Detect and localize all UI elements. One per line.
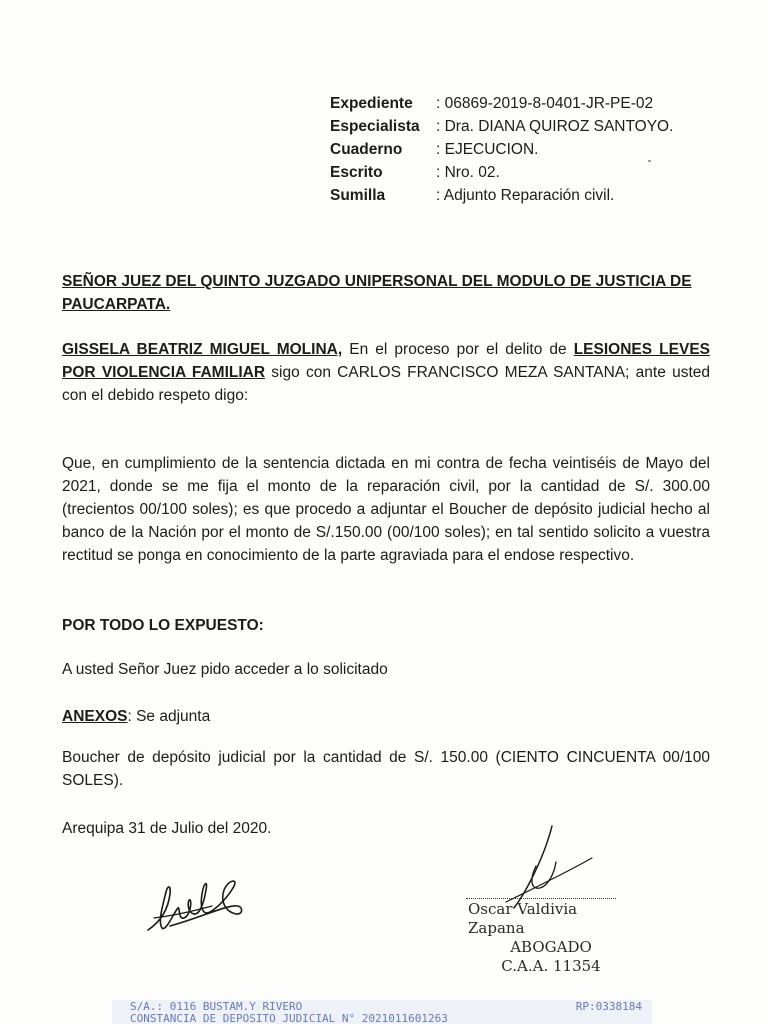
- header-row-escrito: [330, 161, 673, 184]
- sumilla-label: Sumilla: [330, 187, 386, 204]
- addressee-heading: SEÑOR JUEZ DEL QUINTO JUZGADO UNIPERSONAL DEL MODULO DE JUSTICIA DE PAUCARPATA.: [62, 273, 692, 313]
- deposit-receipt-strip: [112, 1000, 652, 1024]
- lawyer-stamp: [466, 900, 636, 976]
- intro-paragraph: [62, 338, 710, 407]
- expuesto-heading: POR TODO LO EXPUESTO:: [62, 617, 264, 634]
- lawyer-registration: C.A.A. 11354: [501, 957, 601, 975]
- cuaderno-value: : EJECUCION.: [436, 141, 539, 158]
- expediente-label: Expediente: [330, 95, 413, 112]
- escrito-label: Escrito: [330, 164, 383, 181]
- header-row-cuaderno: [330, 138, 673, 161]
- annex-item: Boucher de depósito judicial por la cantidad de S/. 150.00 (CIENTO CINCUENTA 00/100 SOLES).: [62, 749, 710, 789]
- header-row-especialista: [330, 115, 673, 138]
- receipt-office: S/A.: 0116 BUSTAM.Y RIVERO: [130, 1000, 303, 1013]
- request-line: A usted Señor Juez pido acceder a lo solicitado: [62, 661, 388, 678]
- scan-speck: [648, 160, 651, 162]
- expediente-value: : 06869-2019-8-0401-JR-PE-02: [436, 95, 654, 112]
- place-date: Arequipa 31 de Julio del 2020.: [62, 820, 272, 837]
- petitioner-name: GISSELA BEATRIZ MIGUEL MOLINA,: [62, 341, 343, 358]
- receipt-rp: RP:0338184: [575, 1000, 642, 1013]
- body-paragraph: Que, en cumplimiento de la sentencia dictada en mi contra de fecha veintiséis de Mayo del 2021, donde se me fija el monto de la reparación civil, por la cantidad de S/. 300.00 (trecientos 00/100 soles); es que procedo a adjuntar el Boucher de depósito judicial hecho al banco de la Nación por el monto de S/.150.00 (00/100 soles); en tal sentido solicito a vuestra rectitud se ponga en conocimiento de la parte agraviada para el endose respectivo.: [62, 455, 710, 564]
- cuaderno-label: Cuaderno: [330, 141, 403, 158]
- escrito-value: : Nro. 02.: [436, 164, 500, 181]
- especialista-value: : Dra. DIANA QUIROZ SANTOYO.: [436, 118, 674, 135]
- lawyer-title: ABOGADO: [510, 938, 592, 956]
- receipt-line-2: CONSTANCIA DE DEPOSITO JUDICIAL N° 2021011601263: [130, 1012, 448, 1024]
- petitioner-signature: [140, 872, 250, 942]
- header-row-sumilla: [330, 184, 673, 207]
- anexos-label: ANEXOS: [62, 708, 128, 725]
- signature-line: [466, 898, 616, 899]
- header-row-expediente: [330, 92, 673, 115]
- intro-text-1: En el proceso por el delito de: [342, 341, 574, 358]
- anexos-text: : Se adjunta: [127, 708, 211, 725]
- case-header: [330, 92, 673, 207]
- crime-name: LESIONES LEVES POR VIOLENCIA FAMILIAR: [62, 341, 710, 381]
- anexos-line: [62, 705, 710, 728]
- especialista-label: Especialista: [330, 118, 420, 135]
- sumilla-value: : Adjunto Reparación civil.: [436, 187, 615, 204]
- intro-text-2: sigo con CARLOS FRANCISCO MEZA SANTANA; ante usted con el debido respeto digo:: [62, 364, 710, 404]
- lawyer-name: Oscar Valdivia Zapana: [468, 900, 578, 937]
